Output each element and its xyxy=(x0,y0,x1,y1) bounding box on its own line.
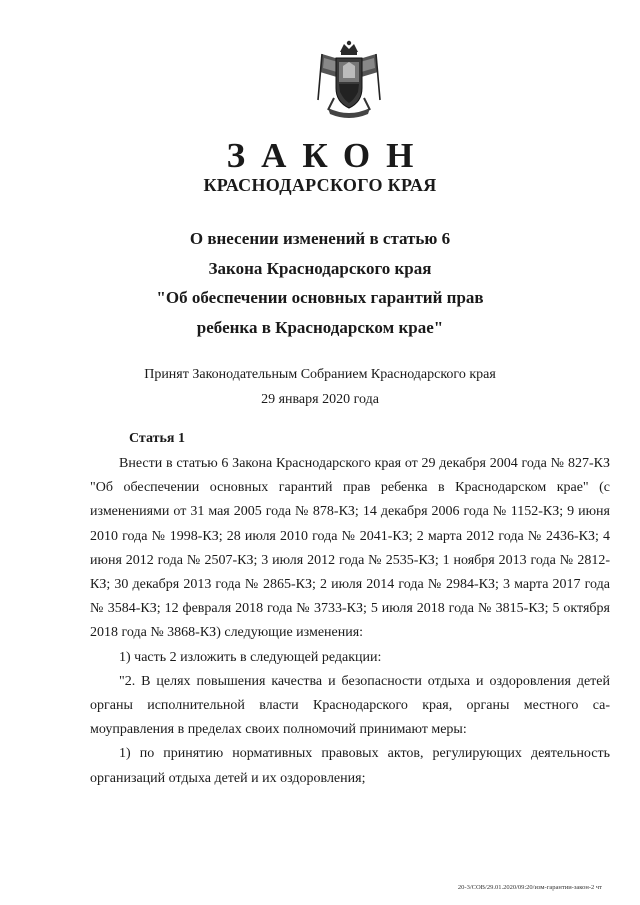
heading-line: "Об обеспечении основных гарантий прав xyxy=(156,288,484,307)
law-title: ЗАКОН xyxy=(226,136,430,175)
heading-line: Закона Краснодарского края xyxy=(208,258,432,278)
adoption-note xyxy=(0,362,640,412)
heading-line: О внесении изменений в статью 6 xyxy=(189,229,451,248)
article-paragraph: "2. В целях повышения качества и безопасности отдыха и оздоровления детей органы исполнительной власти Краснодарского края, органы местного самоуправления в пределах своих полномочий принимают меры: xyxy=(90,673,610,738)
article-paragraph: 1) по принятию нормативных правовых актов, регулирующих деятельность организаций отдыха детей и их оздоровления; xyxy=(90,746,610,786)
adoption-date: 29 января 2020 года xyxy=(261,392,379,407)
document-code: 20-3/СОВ/29.01.2020/09:20/изм-гарантии-закон-2 чт xyxy=(457,884,602,891)
article-paragraph: Внести в статью 6 Закона Краснодарского края от 29 декабря 2004 года № 827-КЗ "Об обеспечении основных гарантий прав ребенка в Краснодарском крае" (с изменениями от 31 мая 2005 года № 878-КЗ; 14 декабря 2006 года № 1152-КЗ; 9 июня 2010 года № 1998-КЗ; 28 июля 2010 года № 2041-КЗ; 2 марта 2012 года № 2436-КЗ; 4 июня 2012 года № 2507-КЗ; 3 июля 2012 года № 2535-КЗ; 1 ноября 2013 года № 2812-КЗ; 30 декабря 2013 года № 2865-КЗ; 2 июля 2014 года № 2984-КЗ; 3 марта 2017 года № 3584-КЗ; 12 февраля 2018 года № 3733-КЗ; 5 июля 2018 года № 3815-КЗ; 5 октября 2018 года № 3868-КЗ) следующие изменения: xyxy=(90,456,610,641)
heading-line: ребенка в Краснодарском крае" xyxy=(196,317,444,337)
adoption-line: Принят Законодательным Собранием Краснодарского края xyxy=(144,367,496,382)
article-title: Статья 1 xyxy=(129,431,185,446)
article-paragraph: 1) часть 2 изложить в следующей редакции: xyxy=(119,649,382,665)
article-body xyxy=(90,452,610,791)
law-heading xyxy=(0,224,640,342)
region-title: КРАСНОДАРСКОГО КРАЯ xyxy=(203,175,437,195)
coat-of-arms-icon xyxy=(314,38,384,122)
